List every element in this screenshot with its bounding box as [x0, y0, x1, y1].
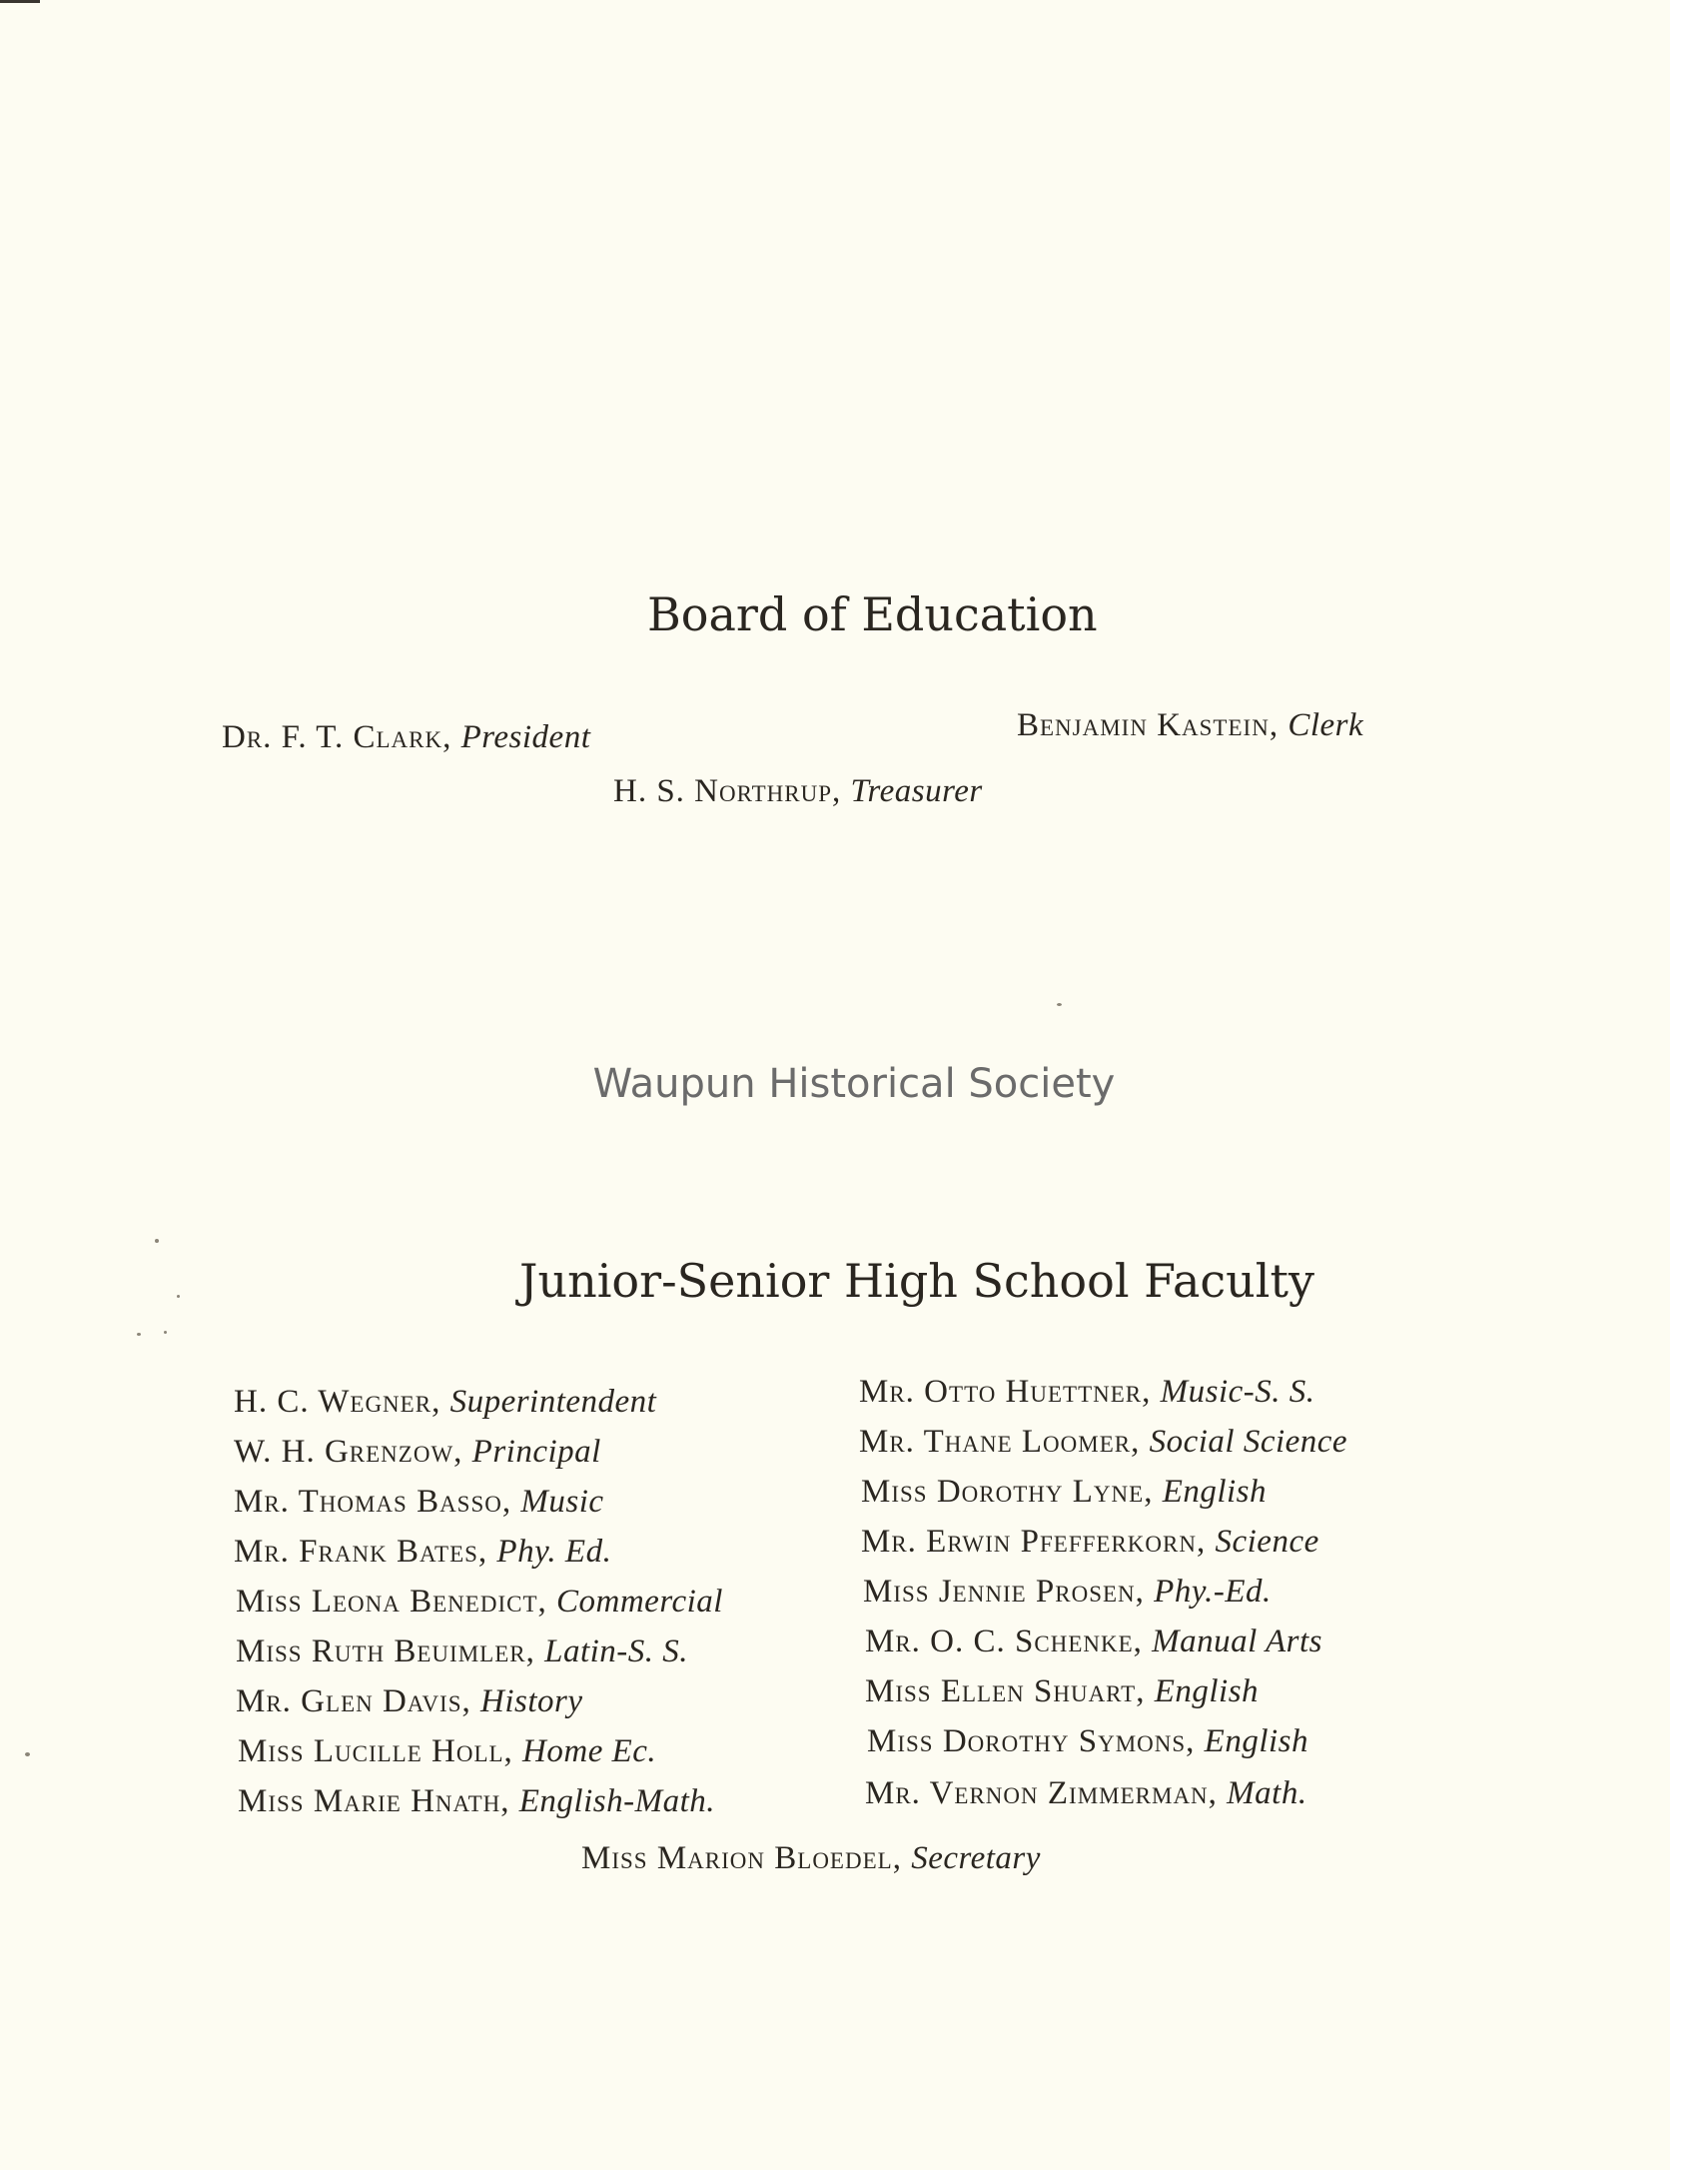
faculty-role: Home Ec. [522, 1733, 657, 1769]
faculty-role: English [1154, 1673, 1260, 1709]
faculty-role: Superintendent [449, 1384, 657, 1420]
faculty-entry: Miss Lucille Holl, Home Ec. [238, 1733, 657, 1769]
faculty-role: History [480, 1683, 583, 1719]
faculty-entry: Miss Dorothy Symons, English [867, 1723, 1309, 1759]
faculty-name: Miss Marie Hnath [238, 1783, 501, 1819]
faculty-name: Miss Ruth Beuimler [236, 1633, 526, 1669]
faculty-entry: W. H. Grenzow, Principal [234, 1434, 601, 1470]
faculty-role: Principal [471, 1434, 601, 1470]
member-role: President [460, 719, 591, 755]
faculty-entry: Mr. Thane Loomer, Social Science [859, 1424, 1348, 1460]
board-member: H. S. Northrup, Treasurer [613, 773, 983, 809]
faculty-name: Mr. Vernon Zimmerman [865, 1775, 1209, 1811]
faculty-name: Miss Dorothy Lyne [861, 1474, 1145, 1510]
faculty-name: Miss Dorothy Symons [867, 1723, 1187, 1759]
faculty-name: Miss Marion Bloedel [581, 1840, 893, 1876]
faculty-role: Manual Arts [1152, 1624, 1322, 1659]
faculty-name: Miss Lucille Holl [238, 1733, 504, 1769]
faculty-role: Math. [1227, 1775, 1307, 1811]
member-name: Dr. F. T. Clark [222, 719, 443, 755]
faculty-entry: Mr. Thomas Basso, Music [234, 1484, 604, 1520]
faculty-role: Commercial [556, 1584, 723, 1620]
faculty-name: Mr. Glen Davis [236, 1683, 462, 1719]
faculty-role: Music-S. S. [1160, 1374, 1315, 1410]
faculty-name: H. C. Wegner [234, 1384, 432, 1420]
faculty-name: Mr. Frank Bates [234, 1534, 478, 1570]
faculty-entry: Mr. Vernon Zimmerman, Math. [865, 1775, 1307, 1811]
paper-speck [1057, 1003, 1062, 1006]
faculty-title: Junior-Senior High School Faculty [519, 1254, 1314, 1308]
faculty-role: Phy. Ed. [496, 1534, 612, 1570]
faculty-role: English [1162, 1474, 1268, 1510]
faculty-entry: Mr. Glen Davis, History [236, 1683, 583, 1719]
faculty-name: Mr. O. C. Schenke [865, 1624, 1134, 1659]
faculty-name: Mr. Erwin Pfefferkorn [861, 1524, 1197, 1560]
faculty-name: Miss Jennie Prosen [863, 1574, 1136, 1610]
faculty-name: Mr. Thomas Basso [234, 1484, 502, 1520]
faculty-entry: Miss Leona Benedict, Commercial [236, 1584, 723, 1620]
paper-speck [137, 1333, 141, 1336]
faculty-entry: Miss Marie Hnath, English-Math. [238, 1783, 715, 1819]
paper-speck [25, 1752, 30, 1756]
faculty-entry: H. C. Wegner, Superintendent [234, 1384, 657, 1420]
faculty-name: Miss Ellen Shuart [865, 1673, 1137, 1709]
faculty-name: Mr. Otto Huettner [859, 1374, 1143, 1410]
faculty-entry: Mr. Otto Huettner, Music-S. S. [859, 1374, 1315, 1410]
faculty-name: W. H. Grenzow [234, 1434, 454, 1470]
member-role: Treasurer [850, 773, 983, 809]
faculty-entry: Miss Jennie Prosen, Phy.-Ed. [863, 1574, 1272, 1610]
faculty-entry: Miss Ruth Beuimler, Latin-S. S. [236, 1633, 689, 1669]
faculty-entry: Miss Ellen Shuart, English [865, 1673, 1260, 1709]
faculty-role: Secretary [911, 1840, 1041, 1876]
scan-edge-mark [0, 0, 40, 3]
board-member: Benjamin Kastein, Clerk [1017, 707, 1364, 743]
watermark-text: Waupun Historical Society [592, 1061, 1116, 1107]
paper-speck [177, 1295, 180, 1298]
faculty-entry: Mr. Erwin Pfefferkorn, Science [861, 1524, 1319, 1560]
faculty-entry: Miss Dorothy Lyne, English [861, 1474, 1268, 1510]
faculty-role: Science [1215, 1524, 1319, 1560]
faculty-entry: Mr. Frank Bates, Phy. Ed. [234, 1534, 612, 1570]
board-title: Board of Education [647, 587, 1098, 641]
secretary-entry: Miss Marion Bloedel, Secretary [581, 1840, 1041, 1876]
faculty-role: Social Science [1149, 1424, 1348, 1460]
paper-speck [155, 1239, 159, 1243]
faculty-entry: Mr. O. C. Schenke, Manual Arts [865, 1624, 1322, 1659]
faculty-role: Latin-S. S. [544, 1633, 689, 1669]
faculty-role: Music [520, 1484, 604, 1520]
faculty-name: Miss Leona Benedict [236, 1584, 538, 1620]
member-name: H. S. Northrup [613, 773, 832, 809]
member-name: Benjamin Kastein [1017, 707, 1270, 743]
faculty-role: English [1204, 1723, 1309, 1759]
paper-speck [164, 1331, 167, 1334]
faculty-role: English-Math. [518, 1783, 715, 1819]
member-role: Clerk [1287, 707, 1364, 743]
board-member: Dr. F. T. Clark, President [222, 719, 591, 755]
faculty-role: Phy.-Ed. [1154, 1574, 1272, 1610]
faculty-name: Mr. Thane Loomer [859, 1424, 1132, 1460]
